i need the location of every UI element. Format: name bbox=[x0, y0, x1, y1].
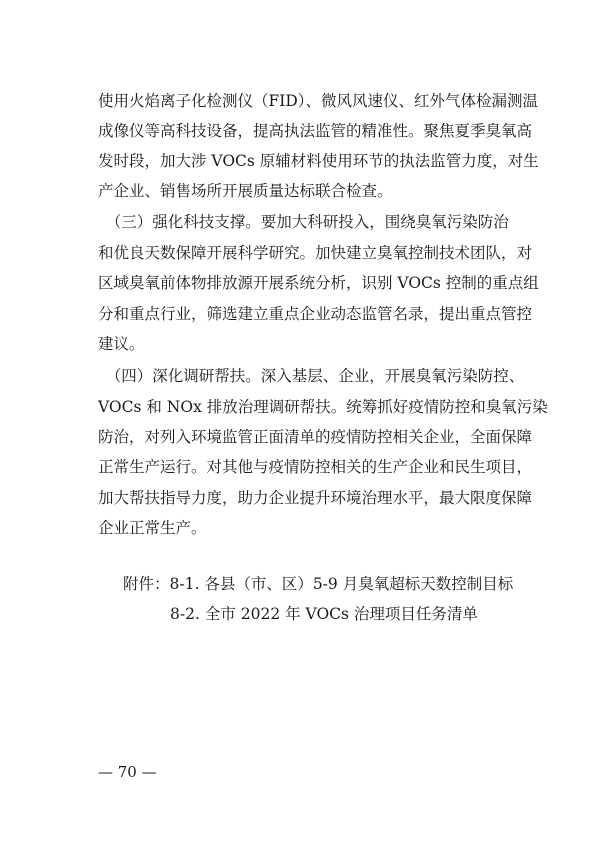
text-line: 使用火焰离子化检测仪（FID）、微风风速仪、红外气体检漏测温 bbox=[98, 92, 539, 110]
text-line: 产企业、销售场所开展质量达标联合检查。 bbox=[98, 182, 393, 200]
page-number: — 70 — bbox=[98, 763, 157, 781]
text-line: VOCs 和 NOx 排放治理调研帮扶。统筹抓好疫情防控和臭氧污染 bbox=[98, 398, 548, 416]
text-line: 建议。 bbox=[98, 335, 145, 353]
text-line: 企业正常生产。 bbox=[98, 519, 207, 537]
text-line: 区域臭氧前体物排放源开展系统分析，识别 VOCs 控制的重点组 bbox=[98, 274, 539, 292]
attachment-line-2: 8-2. 全市 2022 年 VOCs 治理项目任务清单 bbox=[170, 605, 478, 623]
text-line: 成像仪等高科技设备，提高执法监管的精准性。聚焦夏季臭氧高 bbox=[98, 122, 533, 140]
attachment-line-1: 附件：8-1. 各县（市、区）5-9 月臭氧超标天数控制目标 bbox=[123, 575, 514, 593]
text-line: （四）深化调研帮扶。深入基层、企业，开展臭氧污染防控、 bbox=[98, 367, 525, 385]
text-line: 正常生产运行。对其他与疫情防控相关的生产企业和民生项目， bbox=[98, 458, 533, 476]
text-line: 和优良天数保障开展科学研究。加快建立臭氧控制技术团队，对 bbox=[98, 244, 533, 262]
text-line: 加大帮扶指导力度，助力企业提升环境治理水平，最大限度保障 bbox=[98, 489, 533, 507]
text-line: 分和重点行业，筛选建立重点企业动态监管名录，提出重点管控 bbox=[98, 305, 533, 323]
text-line: （三）强化科技支撑。要加大科研投入，围绕臭氧污染防治 bbox=[98, 213, 509, 231]
text-line: 发时段，加大涉 VOCs 原辅材料使用环节的执法监管力度，对生 bbox=[98, 152, 539, 170]
text-line: 防治，对列入环境监管正面清单的疫情防控相关企业，全面保障 bbox=[98, 428, 533, 446]
